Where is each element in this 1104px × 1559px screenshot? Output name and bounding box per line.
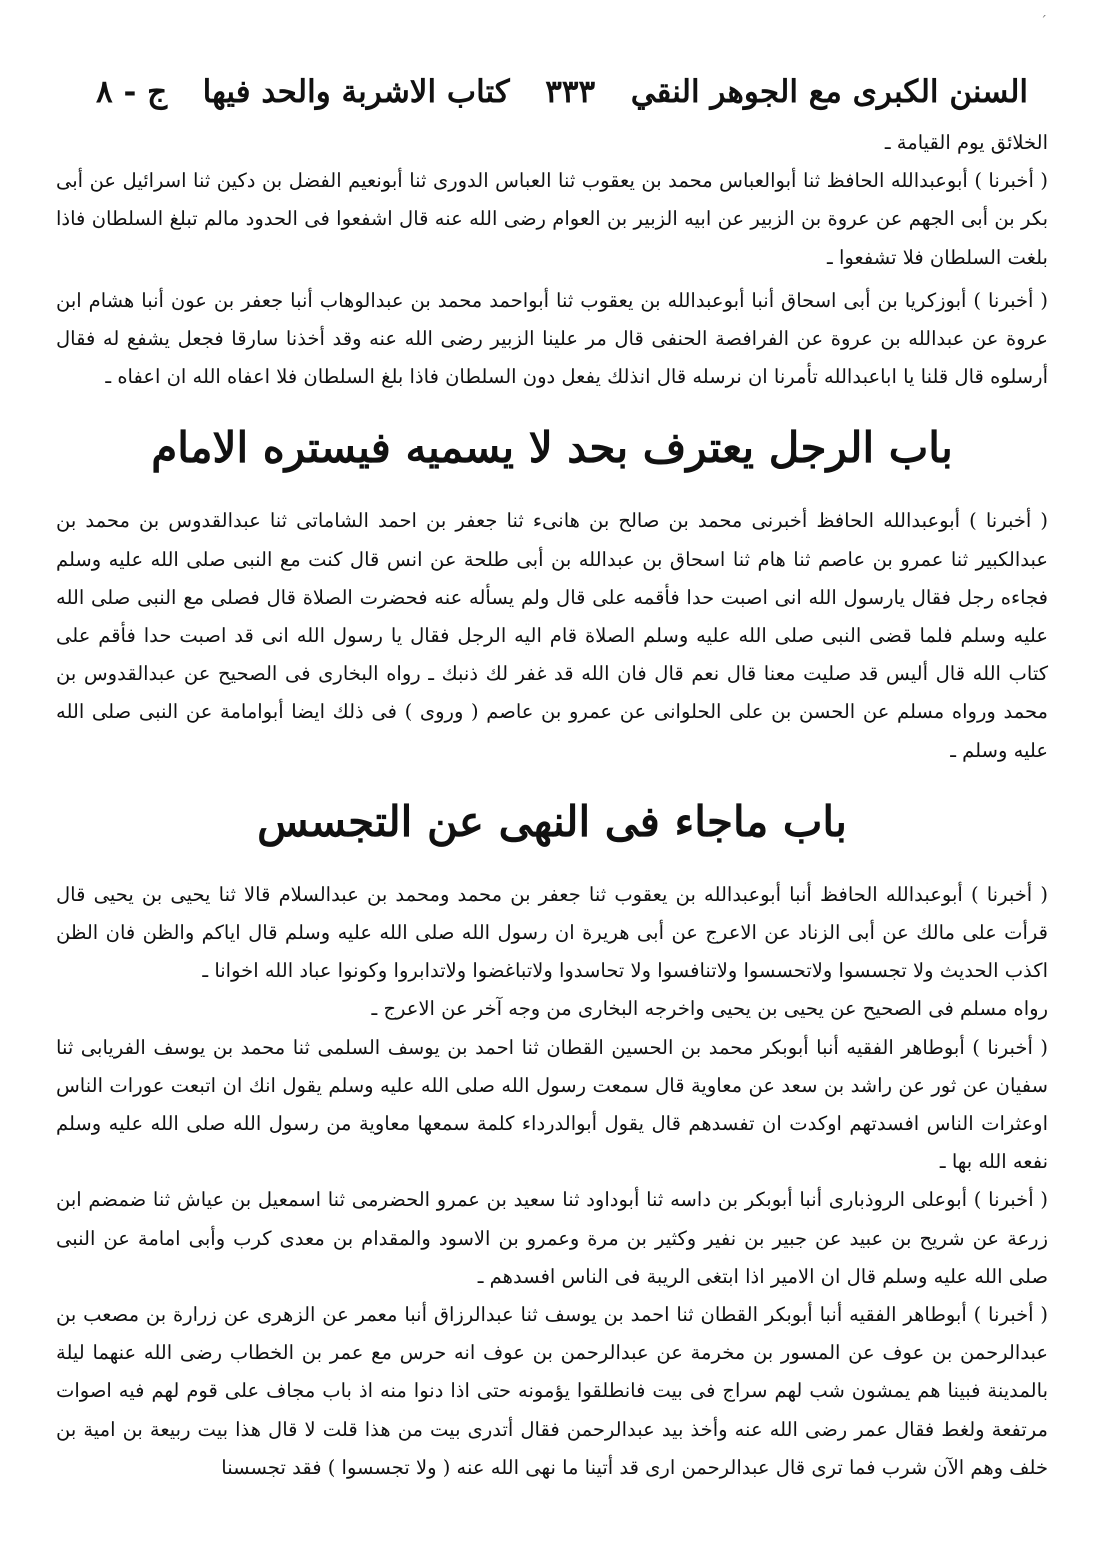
- paragraph: ( أخبرنا ) أبوطاهر الفقيه أنبا أبوبكر القطان ثنا احمد بن يوسف ثنا عبدالرزاق أنبا معمر عن الزهرى عن زرارة بن مصعب بن عبدالرحمن بن عوف عن المسور بن مخرمة عن عبدالرحمن بن عوف انه حرس مع عمر بن الخطاب رضى الله عنهما ليلة بالمدينة فبينا هم يمشون شب لهم سراج فى بيت فانطلقوا يؤمونه حتى اذا دنوا منه اذ باب مجاف على قوم لهم فيه اصوات مرتفعة ولغط فقال عمر رضى الله عنه وأخذ بيد عبدالرحمن فقال أتدرى بيت من هذا قلت لا قال هذا بيت ربيعة بن امية بن خلف وهم الآن شرب فما ترى قال عبدالرحمن ارى قد أتينا ما نهى الله عنه ( ولا تجسسوا ) فقد تجسسنا: [56, 1303, 1048, 1479]
- paragraph: ( أخبرنا ) أبوزكريا بن أبى اسحاق أنبا أبوعبدالله بن يعقوب ثنا أبواحمد محمد بن عبدالوهاب أنبا جعفر بن عون أنبا هشام ابن عروة عن عبدالله بن عروة عن الفرافصة الحنفى قال مر علينا الزبير رضى الله عنه وقد أخذنا سارقا فجعل يشفع له فقال أرسلوه قال قلنا يا اباعبدالله تأمرنا ان نرسله قال انذلك يفعل دون السلطان فاذا بلغ السلطان فلا اعفاه الله ان اعفاه ـ: [56, 288, 1048, 389]
- paragraph: ( أخبرنا ) أبوعبدالله الحافظ أنبا أبوعبدالله بن يعقوب ثنا جعفر بن محمد ومحمد بن عبدالسلام قالا ثنا يحيى بن يحيى قال قرأت على مالك عن أبى الزناد عن الاعرج عن أبى هريرة ان رسول الله صلى الله عليه وسلم قال اياكم والظن فان الظن اكذب الحديث ولا تجسسوا ولاتحسسوا ولاتنافسوا ولا تحاسدوا ولاتباغضوا ولاتدابروا وكونوا عباد الله اخوانا ـ: [56, 882, 1048, 983]
- paragraph: ( أخبرنا ) أبوعبدالله الحافظ أخبرنى محمد بن صالح بن هانىء ثنا جعفر بن احمد الشاماتى ثنا عبدالقدوس بن محمد بن عبدالكبير ثنا عمرو بن عاصم ثنا هام ثنا اسحاق بن عبدالله بن أبى طلحة عن انس قال كنت مع النبى صلى الله عليه وسلم فجاءه رجل فقال يارسول الله انى اصبت حدا فأقمه على قال ولم يسأله عنه فحضرت الصلاة قال فصلى مع النبى صلى الله عليه وسلم فلما قضى النبى صلى الله عليه وسلم الصلاة قام اليه الرجل فقال يا رسول الله انى قد اصبت حدا فأقم على كتاب الله قال أليس قد صليت معنا قال نعم قال فان الله قد غفر لك ذنبك ـ رواه البخارى فى الصحيح عن عبدالقدوس بن محمد ورواه مسلم عن الحسن بن على الحلوانى عن عمرو بن عاصم ( وروى ) فى ذلك ايضا أبوامامة عن النبى صلى الله عليه وسلم ـ: [56, 509, 1048, 762]
- paragraph: ( أخبرنا ) أبوعلى الروذبارى أنبا أبوبكر بن داسه ثنا أبوداود ثنا سعيد بن عمرو الحضرمى ثنا اسمعيل بن عياش ثنا ضمضم ابن زرعة عن شريح بن عبيد عن جبير بن نفير وكثير بن مرة وعمرو بن الاسود والمقدام بن معدى كرب وأبى امامة عن النبى صلى الله عليه وسلم قال ان الامير اذا ابتغى الريبة فى الناس افسدهم ـ: [56, 1188, 1048, 1288]
- section-bab-itiraf: [56, 420, 1048, 769]
- section-heading: باب الرجل يعترف بحد لا يسميه فيستره الامام: [151, 423, 953, 473]
- section-heading: باب ماجاء فى النهى عن التجسس: [257, 796, 847, 846]
- section-continuation: [56, 124, 1048, 396]
- chapter-title: كتاب الاشربة والحد فيها: [202, 74, 510, 110]
- paragraph: ( أخبرنا ) أبوعبدالله الحافظ ثنا أبوالعباس محمد بن يعقوب ثنا العباس الدورى ثنا أبونعيم الفضل بن دكين ثنا اسرائيل عن أبى بكر بن أبى الجهم عن عروة بن الزبير عن ابيه الزبير بن العوام رضى الله عنه قال اشفعوا فى الحدود مالم تبلغ السلطان فاذا بلغت السلطان فلا تشفعوا ـ: [56, 169, 1048, 269]
- volume-number: ج - ٨: [96, 74, 168, 110]
- paragraph: ( أخبرنا ) أبوطاهر الفقيه أنبا أبوبكر محمد بن الحسين القطان ثنا احمد بن يوسف السلمى ثنا محمد بن يوسف الفريابى ثنا سفيان عن ثور عن راشد بن سعد عن معاوية قال سمعت رسول الله صلى الله عليه وسلم يقول انك ان اتبعت عورات الناس اوعثرات الناس افسدتهم اوكدت ان تفسدهم قال يقول أبوالدرداء كلمة سمعها معاوية من رسول الله صلى الله عليه وسلم نفعه الله بها ـ: [56, 1035, 1048, 1174]
- book-title: السنن الكبرى مع الجوهر النقي: [630, 74, 1028, 110]
- page-corner-mark: ˊ: [1040, 14, 1047, 30]
- paragraph: رواه مسلم فى الصحيح عن يحيى بن يحيى واخرجه البخارى من وجه آخر عن الاعرج ـ: [371, 997, 1048, 1021]
- paragraph: الخلائق يوم القيامة ـ: [884, 131, 1048, 154]
- running-header: [56, 70, 1048, 114]
- page-number: ٣٣٣: [545, 74, 596, 110]
- section-bab-tajassus: [56, 794, 1048, 1487]
